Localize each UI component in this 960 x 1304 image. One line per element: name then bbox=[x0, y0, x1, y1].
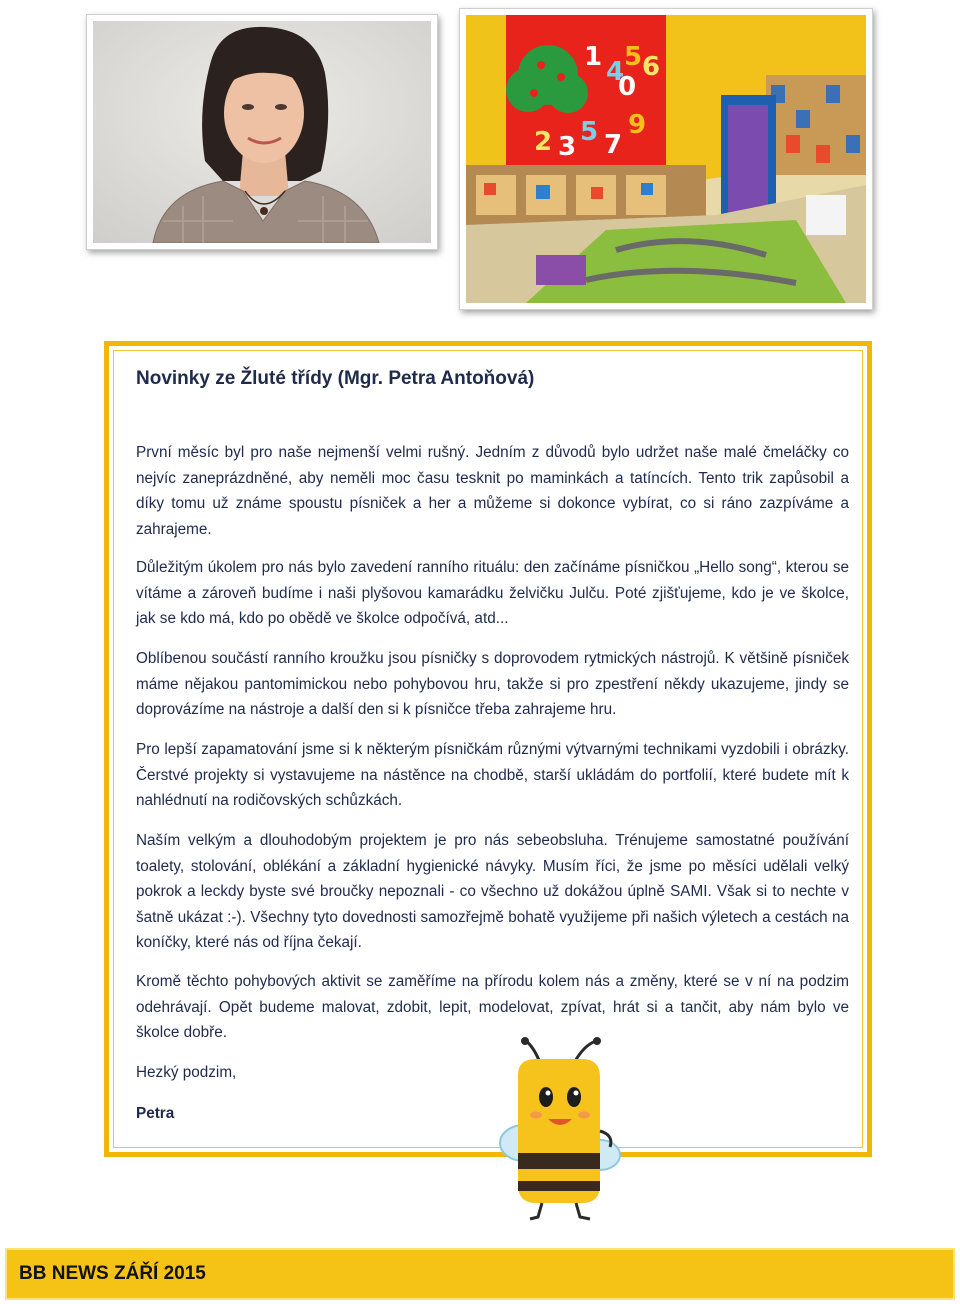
wall-digit: 7 bbox=[604, 130, 623, 160]
article-title: Novinky ze Žluté třídy (Mgr. Petra Antoňová) bbox=[136, 368, 535, 389]
article-paragraph: První měsíc byl pro naše nejmenší velmi rušný. Jedním z důvodů bylo udržet naše malé čmeláčky co nejvíc zaneprázdněné, aby neměli moc času tesknit po maminkách a tatíncích. Tento trik zapůsobil a díky tomu už známe spoustu písniček a her a můžeme si dokonce vybírat, co si ráno zazpíváme a zahrajeme. bbox=[136, 444, 849, 538]
article-box bbox=[104, 341, 872, 1157]
article-paragraph: Důležitým úkolem pro nás bylo zavedení ranního rituálu: den začínáme písničkou „Hello song“, kterou se vítáme a zároveň budíme i naši plyšovou kamarádku želvičku Julču. Poté zjišťujeme, kdo je ve školce, jak se kdo má, kdo po obědě ve školce odpočívá, atd... bbox=[136, 559, 849, 627]
classroom-photo bbox=[459, 8, 873, 310]
article-signature: Petra bbox=[136, 1105, 175, 1122]
wall-digit: 4 bbox=[606, 57, 625, 87]
wall-digit: 5 bbox=[580, 117, 599, 147]
article-paragraph: Kromě těchto pohybových aktivit se zaměříme na přírodu kolem nás a změny, které se v ní na podzim odehrávají. Opět budeme malovat, zdobit, lepit, modelovat, zpívat, hrát si a tančit, aby nám bylo ve školce dobře. bbox=[136, 973, 849, 1041]
portrait-photo bbox=[86, 14, 438, 250]
bee-icon bbox=[496, 1035, 626, 1225]
footer-bar bbox=[5, 1248, 955, 1300]
wall-digit: 0 bbox=[618, 72, 637, 102]
bee-illustration bbox=[496, 1035, 626, 1225]
classroom-image bbox=[466, 15, 866, 303]
footer-label: BB NEWS ZÁŘÍ 2015 bbox=[19, 1263, 206, 1284]
wall-digit: 1 bbox=[584, 42, 603, 72]
wall-digit: 3 bbox=[558, 132, 577, 162]
wall-digit: 9 bbox=[628, 110, 647, 140]
wall-digit: 2 bbox=[534, 127, 553, 157]
article-paragraph: Oblíbenou součástí ranního kroužku jsou písničky s doprovodem rytmických nástrojů. K většině písniček máme nějakou pantomimickou nebo pohybovou hru, takže si pro zpestření někdy ukazujeme, jindy se doprovázíme na nástroje a další den si k písničce třeba zahrajeme hru. bbox=[136, 650, 849, 718]
wall-digit: 6 bbox=[642, 52, 661, 82]
article-paragraph: Pro lepší zapamatování jsme si k některým písničkám různými výtvarnými technikami vyzdobili i obrázky. Čerstvé projekty si vystavujeme na nástěnce na chodbě, starší ukládám do portfolií, které budete mít k nahlédnutí na rodičovských schůzkách. bbox=[136, 741, 849, 809]
article-paragraph: Naším velkým a dlouhodobým projektem je pro nás sebeobsluha. Trénujeme samostatné používání toalety, stolování, oblékání a základní hygienické návyky. Musím říci, že jsme po měsíci udělali velký pokrok a leckdy byste své broučky nepoznali - co všechno už dokážou úplně SAMI. Však si to nechte v šatně ukázat :-). Všechny tyto dovednosti samozřejmě bohatě využijeme při našich výletech a cestách na koníčky, které nás od října čekají. bbox=[136, 832, 849, 951]
article-greeting: Hezký podzim, bbox=[136, 1064, 237, 1081]
wall-digit: 5 bbox=[624, 42, 643, 72]
portrait-image bbox=[93, 21, 431, 243]
